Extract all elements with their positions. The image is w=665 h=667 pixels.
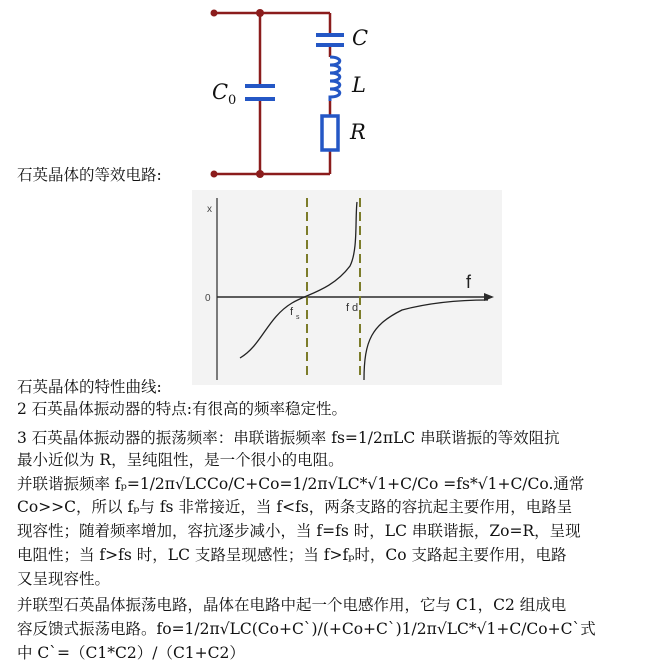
fs-label-sub: s <box>296 314 300 321</box>
equivalent-circuit-diagram <box>0 0 380 185</box>
terminal-top <box>211 10 218 17</box>
label-l: L <box>352 73 366 97</box>
reactance-curve-lower <box>240 202 357 358</box>
label-c: C <box>352 26 369 50</box>
terminal-bottom <box>211 171 218 178</box>
text-line-2: 3 石英晶体振动器的振荡频率：串联谐振频率 fs=1/2πLC 串联谐振的等效阻抗 <box>17 429 560 447</box>
label-c0: C <box>212 80 229 104</box>
reactance-chart-svg <box>192 190 502 385</box>
text-line-4: 并联谐振频率 fₚ=1/2π√LCCo/C+Co=1/2π√LC*√1+C/Co =fs*√1+C/Co.通常 <box>17 475 585 493</box>
fd-label: f <box>346 302 350 314</box>
text-line-11: 中 C`=（C1*C2）/（C1+C2） <box>17 644 245 662</box>
fs-label: f <box>290 306 294 318</box>
text-line-8: 又呈现容性。 <box>17 570 111 588</box>
text-line-9: 并联型石英晶体振荡电路，晶体在电路中起一个电感作用，它与 C1，C2 组成电 <box>17 596 567 614</box>
label-c0-sub: 0 <box>228 93 237 108</box>
junction-top <box>256 9 264 17</box>
junction-bottom <box>256 170 264 178</box>
text-line-7: 电阻性；当 f>fs 时，LC 支路呈现感性；当 f>fₚ时，Co 支路起主要作用，电路 <box>17 546 567 564</box>
y-axis-label: x <box>207 204 212 215</box>
resistor-r <box>322 116 338 150</box>
inductor-l <box>330 57 340 101</box>
caption-equivalent-circuit: 石英晶体的等效电路: <box>17 166 162 184</box>
text-line-1: 2 石英晶体振动器的特点:有很高的频率稳定性。 <box>17 400 348 418</box>
origin-label: 0 <box>205 293 211 304</box>
capacitor-c <box>316 35 344 45</box>
fd-label-sub: d <box>352 302 359 314</box>
text-line-6: 现容性；随着频率增加，容抗逐步减小，当 f=fs 时，LC 串联谐振，Zo=R，呈现 <box>17 522 581 540</box>
caption-characteristic-curve: 石英晶体的特性曲线: <box>17 378 162 396</box>
text-line-5: Co>>C，所以 fₚ与 fs 非常接近，当 f<fs，两条支路的容抗起主要作用，电路呈 <box>17 498 573 516</box>
x-axis-label: f <box>466 272 472 292</box>
label-r: R <box>350 120 366 144</box>
reactance-curve-upper <box>364 300 488 380</box>
text-line-3: 最小近似为 R，呈纯阻性，是一个很小的电阻。 <box>17 451 344 469</box>
reactance-chart <box>192 190 502 385</box>
text-line-10: 容反馈式振荡电路。fo=1/2π√LC(Co+C`)/(+Co+C`)1/2π√LC*√1+C/Co+C`式 <box>17 620 596 638</box>
capacitor-c0 <box>245 86 275 99</box>
